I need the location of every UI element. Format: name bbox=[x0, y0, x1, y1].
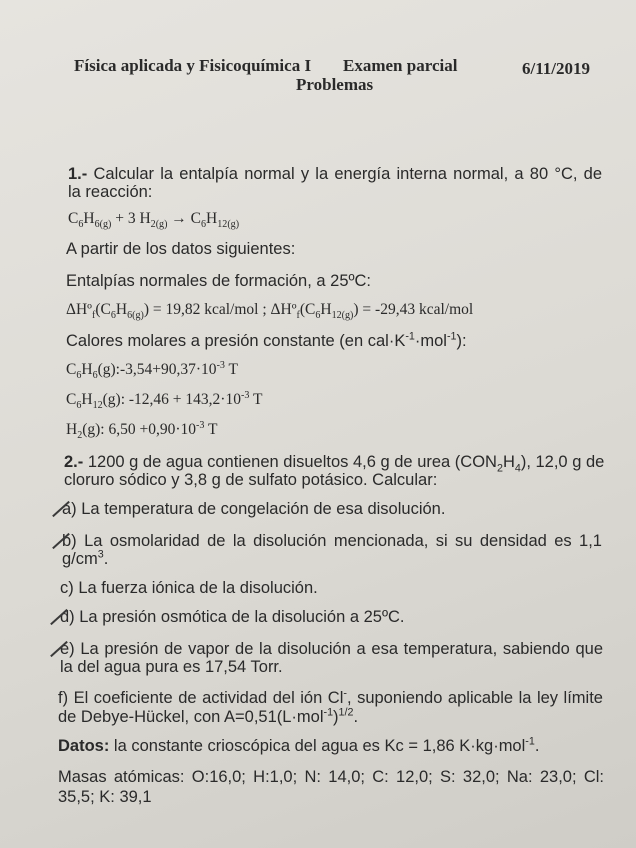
problem2-masses-line2: 35,5; K: 39,1 bbox=[58, 788, 152, 806]
problem1-cp-benzene: $C_6H_6(g):-3,54+90,37\cdot 10^{-3}$ T bbox=[66, 359, 239, 382]
problem1-line1: 1.- Calcular la entalpía normal y la energía interna normal, a 80 °C, de bbox=[68, 165, 602, 183]
problem2-number: 2.- bbox=[64, 453, 84, 471]
problem1-number: 1.- bbox=[68, 165, 88, 183]
problem1-enthalpy-title: Entalpías normales de formación, a 25ºC: bbox=[66, 272, 372, 290]
course-title: Física aplicada y Fisicoquímica I bbox=[74, 56, 312, 75]
section-title: Problemas bbox=[296, 75, 374, 94]
problem2-line2: cloruro sódico y 3,8 g de sulfato potásico. Calcular: bbox=[64, 471, 438, 489]
datos-label: Datos: bbox=[58, 737, 110, 755]
problem1-cp-hydrogen: $H_2(g)$: $6,50 +0,90\cdot 10^{-3}$ T bbox=[66, 419, 218, 442]
problem2-item-f-line1: f) El coeficiente de actividad del ión Cl-, suponiendo aplicable la ley límite bbox=[58, 687, 603, 707]
problem2-item-a: a) La temperatura de congelación de esa disolución. bbox=[62, 500, 446, 518]
problem1-reaction: $C_6H_{6(g)} + 3$ $H_{2(g)} \to C_6H_{12(g)}$ bbox=[68, 210, 240, 231]
problem2-line1: 2.- 1200 g de agua contienen disueltos 4,6 g de urea $(CON_2H_4)$, 12,0 g de bbox=[64, 453, 605, 475]
problem2-item-d: d) La presión osmótica de la disolución a 25ºC. bbox=[60, 608, 405, 626]
problem1-cp-title: Calores molares a presión constante (en $cal\cdot K^{-1}\cdot mol^{-1}$): bbox=[66, 330, 467, 350]
problem2-item-e-line2: la del agua pura es 17,54 Torr. bbox=[60, 658, 283, 676]
problem2-item-f-line2: de Debye-Hückel, con $A=0,51(L\cdot mol^{-1})^{1/2}$. bbox=[58, 706, 359, 726]
problem2-item-e-line1: e) La presión de vapor de la disolución a esa temperatura, sabiendo que bbox=[60, 640, 603, 658]
problem1-enthalpy-values: $\Delta Hº_f(C_6H_{6(g)}) = 19,82$ kcal/mol ; $\Delta Hº_f(C_6H_{12(g)}) = -29,43$ kcal/mol bbox=[66, 301, 474, 322]
problem2-masses-line1: Masas atómicas: O:16,0; H:1,0; N: 14,0; C: 12,0; S: 32,0; Na: 23,0; Cl: bbox=[58, 768, 604, 786]
exam-type: Examen parcial bbox=[343, 56, 458, 75]
problem2-item-c: c) La fuerza iónica de la disolución. bbox=[60, 579, 318, 597]
problem1-from-data: A partir de los datos siguientes: bbox=[66, 240, 296, 258]
problem1-cp-cyclohexane: $C_6H_{12}(g)$: $-12,46 + 143,2\cdot 10^{-3}$ T bbox=[66, 389, 263, 412]
problem1-line2: la reacción: bbox=[68, 183, 153, 201]
problem2-item-b-line1: b) La osmolaridad de la disolución mencionada, si su densidad es 1,1 bbox=[62, 532, 602, 550]
problem2-item-b-line2: $g/cm^3$. bbox=[62, 548, 109, 568]
exam-date: 6/11/2019 bbox=[522, 59, 591, 78]
problem2-datos: Datos: la constante crioscópica del agua es Kc = 1,86 K·kg·mol$^{-1}$. bbox=[58, 735, 540, 755]
